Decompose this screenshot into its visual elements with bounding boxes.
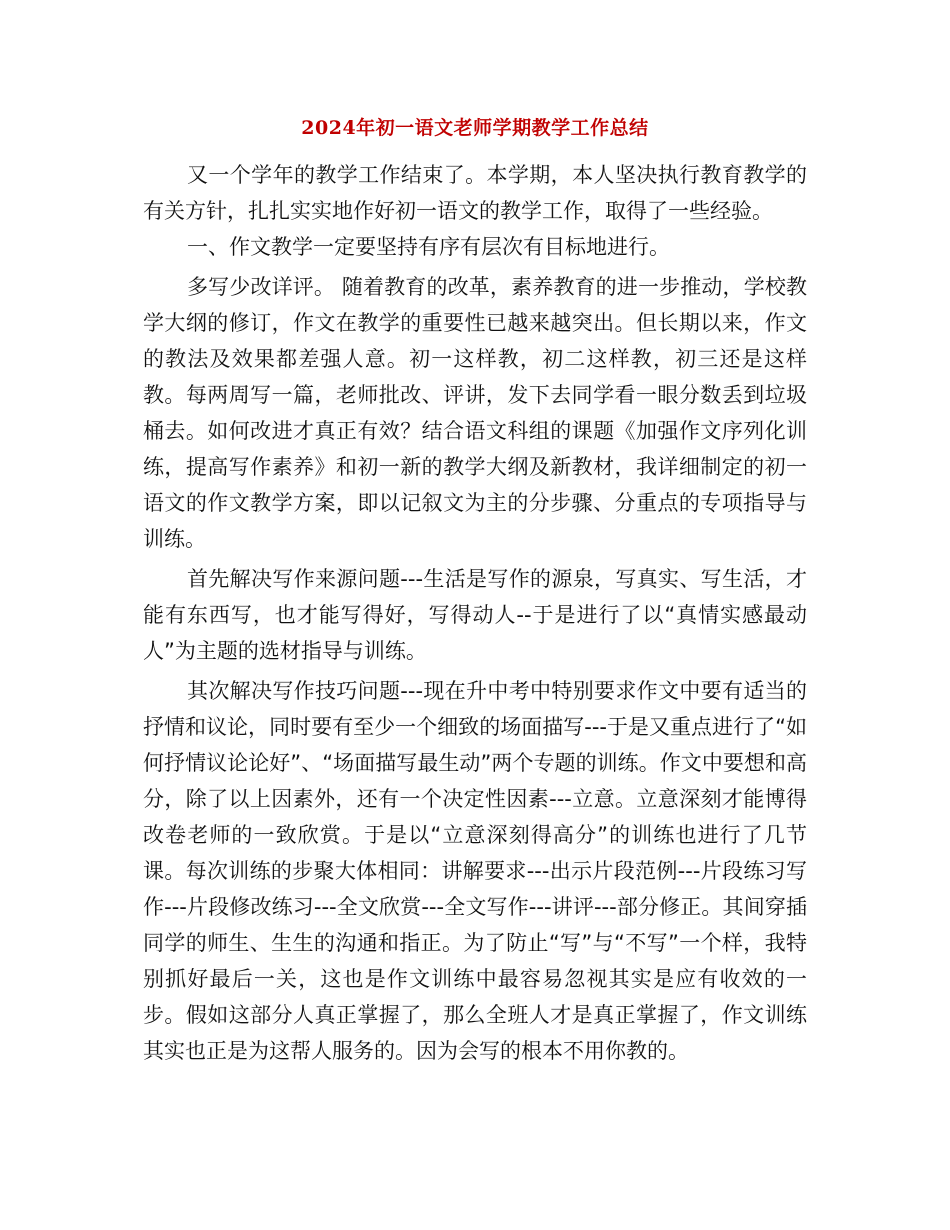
document-body	[143, 157, 807, 1069]
document-title: 2024年初一语文老师学期教学工作总结	[301, 117, 649, 139]
paragraph-writing-technique: 其次解决写作技巧问题---现在升中考中特别要求作文中要有适当的抒情和议论，同时要有至少一个细致的场面描写---于是又重点进行了“如何抒情议论论好”、“场面描写最生动”两个专题的训练。作文中要想和高分，除了以上因素外，还有一个决定性因素---立意。立意深刻才能博得改卷老师的一致欣赏。于是以“立意深刻得高分”的训练也进行了几节课。每次训练的步聚大体相同：讲解要求---出示片段范例---片段练习写作---片段修改练习---全文欣赏---全文写作---讲评---部分修正。其间穿插同学的师生、生生的沟通和指正。为了防止“写”与“不写”一个样，我特别抓好最后一关，这也是作文训练中最容易忽视其实是应有收效的一步。假如这部分人真正掌握了，那么全班人才是真正掌握了，作文训练其实也正是为这帮人服务的。因为会写的根本不用你教的。	[143, 679, 807, 1063]
paragraph-writing-source: 首先解决写作来源问题---生活是写作的源泉，写真实、写生活，才能有东西写，也才能写得好，写得动人--于是进行了以“真情实感最动人”为主题的选材指导与训练。	[143, 567, 807, 663]
paragraph-section-heading: 一、作文教学一定要坚持有序有层次有目标地进行。	[187, 235, 670, 259]
paragraph-intro: 又一个学年的教学工作结束了。本学期，本人坚决执行教育教学的有关方针，扎扎实实地作好初一语文的教学工作，取得了一些经验。	[143, 163, 807, 223]
paragraph-writing-method: 多写少改详评。 随着教育的改革，素养教育的进一步推动，学校教学大纲的修订，作文在教学的重要性已越来越突出。但长期以来，作文的教法及效果都差强人意。初一这样教，初二这样教，初三还是这样教。每两周写一篇，老师批改、评讲，发下去同学看一眼分数丢到垃圾桶去。如何改进才真正有效？结合语文科组的课题《加强作文序列化训练，提高写作素养》和初一新的教学大纲及新教材，我详细制定的初一语文的作文教学方案，即以记叙文为主的分步骤、分重点的专项指导与训练。	[143, 275, 807, 551]
